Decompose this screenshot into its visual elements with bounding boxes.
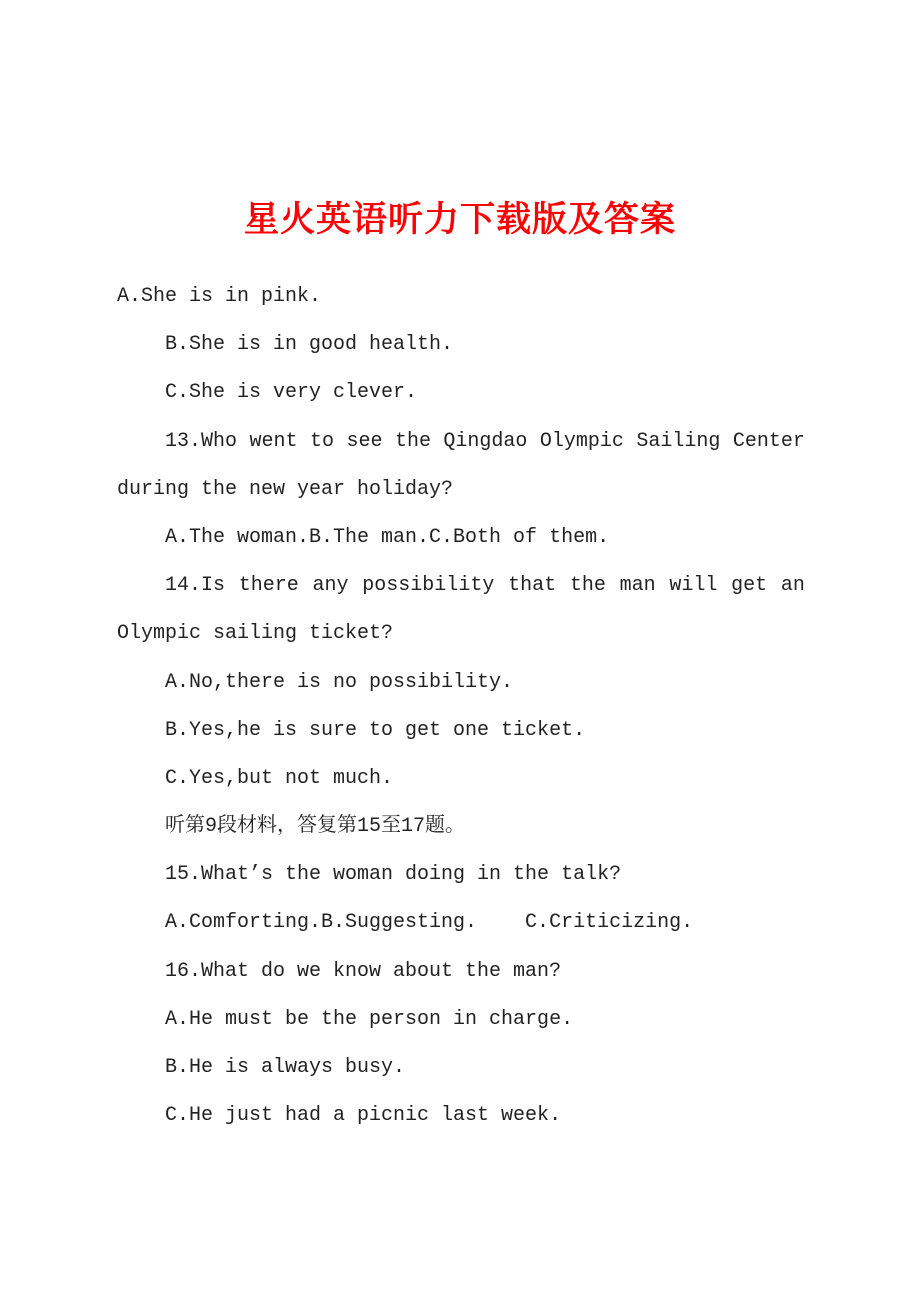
option-line-b: B.She is in good health. (165, 333, 454, 357)
document-title: 星火英语听力下载版及答案 (243, 200, 676, 239)
question-14-option-c: C.Yes,but not much. (165, 766, 394, 790)
document-body (117, 273, 805, 1140)
option-line-c: C.She is very clever. (165, 381, 418, 405)
option-line-a: A.She is in pink. (117, 285, 322, 308)
question-14-line-2: Olympic sailing ticket? (117, 622, 394, 646)
question-16-option-b: B.He is always busy. (165, 1056, 406, 1079)
question-13-options-line: A.The woman.B.The man.C.Both of them. (165, 525, 610, 549)
question-13-line-1: 13.Who went to see the Qingdao Olympic Sailing Center (165, 429, 805, 453)
question-14-option-a: A.No,there is no possibility. (165, 670, 514, 694)
question-16-line: 16.What do we know about the man? (165, 959, 562, 983)
question-16-option-a: A.He must be the person in charge. (165, 1007, 574, 1031)
question-14-option-b: B.Yes,he is sure to get one ticket. (165, 718, 586, 742)
question-15-line: 15.What’s the woman doing in the talk? (165, 863, 622, 887)
question-16-option-c: C.He just had a picnic last week. (165, 1104, 562, 1128)
question-13-line-2: during the new year holiday? (117, 477, 454, 501)
question-15-options-line: A.Comforting.B.Suggesting. C.Criticizing. (165, 911, 694, 935)
question-14-line-1: 14.Is there any possibility that the man will get an (165, 574, 805, 598)
section-instruction-line: 听第9段材料，答复第15至17题。 (165, 815, 466, 839)
